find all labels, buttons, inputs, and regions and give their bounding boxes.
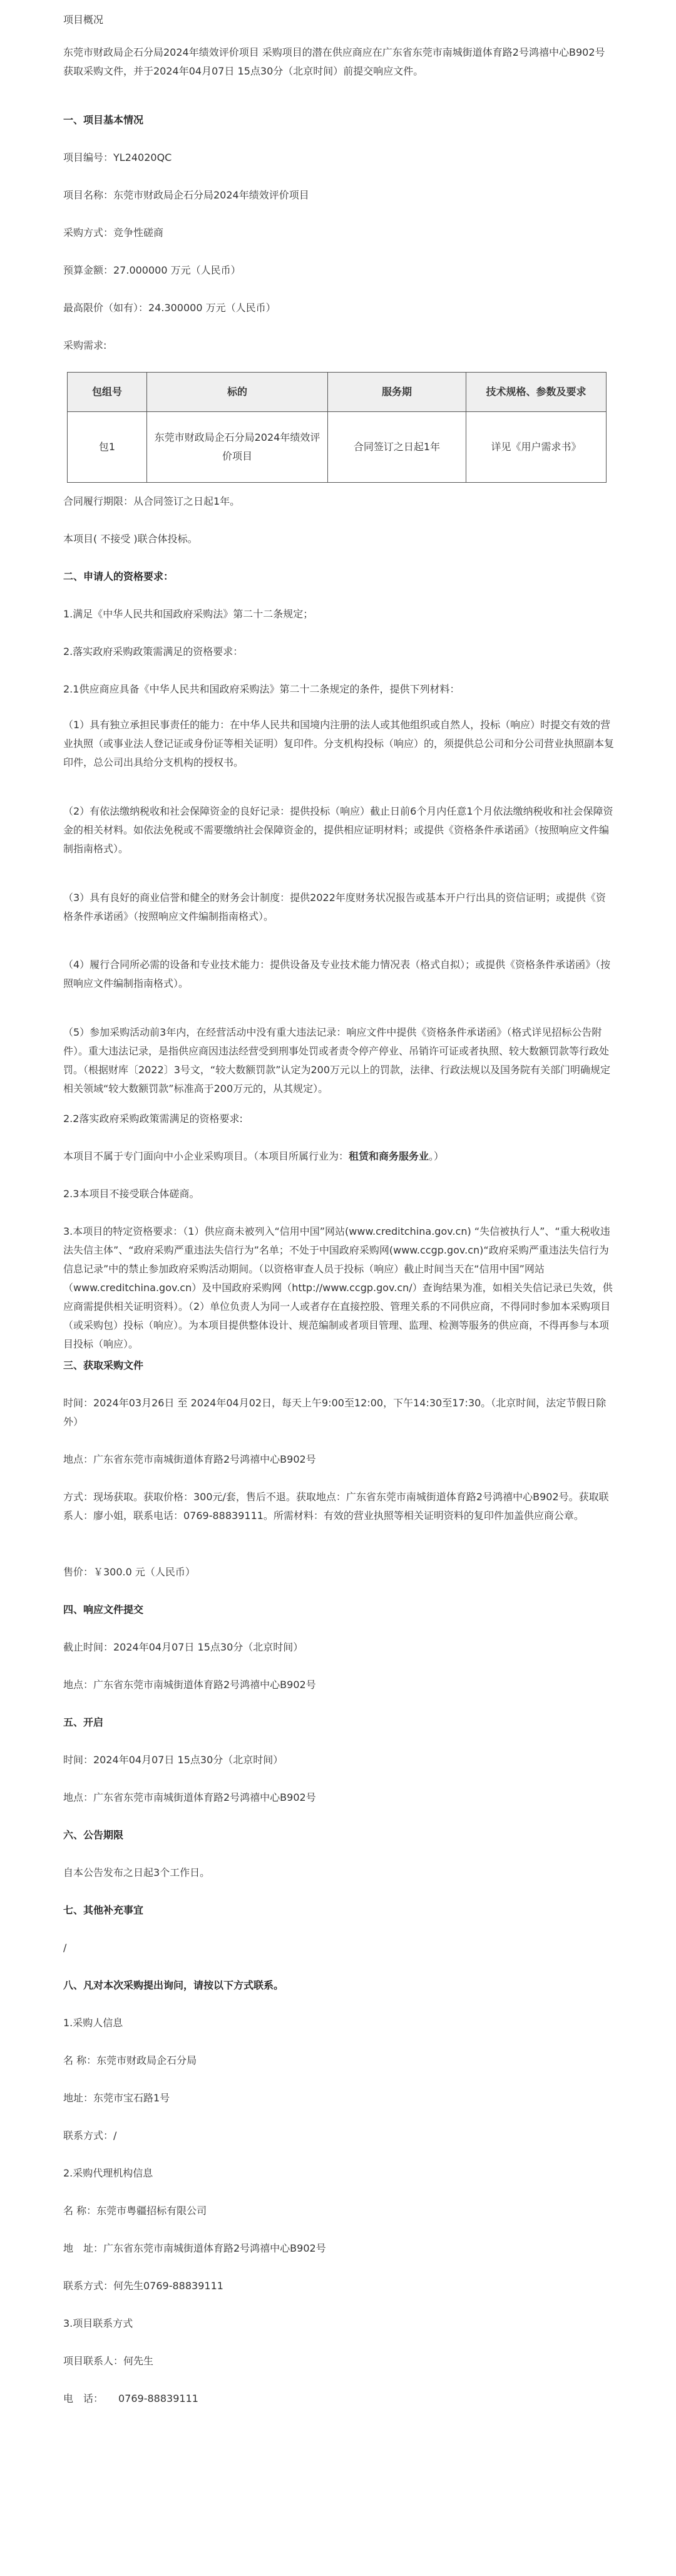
buyer-name: 名 称：东莞市财政局企石分局 (63, 2054, 197, 2066)
agency-name: 名 称：东莞市粤疆招标有限公司 (63, 2205, 207, 2217)
budget-amount: 预算金额：27.000000 万元（人民币） (63, 264, 241, 276)
other-matters: / (63, 1942, 67, 1954)
buyer-contact: 联系方式：/ (63, 2130, 117, 2141)
opening-place: 地点：广东省东莞市南城街道体育路2号鸿禧中心B902号 (63, 1791, 316, 1803)
project-contact-phone: 电 话： 0769-88839111 (63, 2393, 198, 2404)
section-4-title: 四、响应文件提交 (63, 1604, 144, 1615)
overview-text: 东莞市财政局企石分局2024年绩效评价项目 采购项目的潜在供应商应在广东省东莞市南城街道体育路2号鸿禧中心B902号获取采购文件，并于2024年04月07日 15点30分（北京时间）前提交响应文件。 (63, 46, 605, 77)
requirements-table (67, 372, 607, 483)
section-6-title: 六、公告期限 (63, 1829, 124, 1841)
project-number: 项目编号：YL24020QC (63, 152, 172, 163)
table-header: 标的 (147, 373, 328, 412)
table-header: 技术规格、参数及要求 (466, 373, 607, 412)
condition-1: （1）具有独立承担民事责任的能力：在中华人民共和国境内注册的法人或其他组织或自然人，投标（响应）时提交有效的营业执照（或事业法人登记证或身份证等相关证明）复印件。分支机构投标（响应）的，须提供总公司和分公司营业执照副本复印件，总公司出具给分支机构的授权书。 (63, 719, 615, 768)
table-cell: 东莞市财政局企石分局2024年绩效评价项目 (147, 412, 328, 483)
obtain-way: 方式：现场获取。获取价格：300元/套，售后不退。获取地点：广东省东莞市南城街道体育路2号鸿禧中心B902号。获取联系人：廖小姐，联系电话：0769-88839111。所需材料：有效的营业执照等相关证明资料的复印件加盖供应商公章。 (63, 1491, 609, 1522)
agency-address: 地 址：广东省东莞市南城街道体育路2号鸿禧中心B902号 (63, 2242, 326, 2254)
qualification-2: 2.落实政府采购政策需满足的资格要求： (63, 646, 243, 657)
table-row (68, 412, 607, 483)
joint-bid: 本项目( 不接受 )联合体投标。 (63, 533, 198, 545)
obtain-time: 时间：2024年03月26日 至 2024年04月02日，每天上午9:00至12:00，下午14:30至17:30。（北京时间，法定节假日除外） (63, 1397, 607, 1428)
buyer-label: 1.采购人信息 (63, 2017, 123, 2029)
section-2-title: 二、申请人的资格要求： (63, 570, 174, 582)
section-1-title: 一、项目基本情况 (63, 114, 144, 126)
max-price: 最高限价（如有）：24.300000 万元（人民币） (63, 302, 276, 314)
condition-3: （3）具有良好的商业信誉和健全的财务会计制度：提供2022年度财务状况报告或基本开户行出具的资信证明；或提供《资格条件承诺函》（按照响应文件编制指南格式）。 (63, 892, 606, 922)
procurement-method: 采购方式：竞争性磋商 (63, 227, 164, 239)
table-header: 包组号 (68, 373, 147, 412)
table-cell: 详见《用户需求书》 (466, 412, 607, 483)
project-name: 项目名称：东莞市财政局企石分局2024年绩效评价项目 (63, 189, 309, 201)
opening-time: 时间：2024年04月07日 15点30分（北京时间） (63, 1754, 284, 1766)
section-5-title: 五、开启 (63, 1716, 104, 1728)
condition-2: （2）有依法缴纳税收和社会保障资金的良好记录：提供投标（响应）截止日前6个月内任意1个月依法缴纳税收和社会保障资金的相关材料。如依法免税或不需要缴纳社会保障资金的，提供相应证明材料；或提供《资格条件承诺函》（按照响应文件编制指南格式）。 (63, 805, 613, 855)
agency-label: 2.采购代理机构信息 (63, 2167, 153, 2179)
special-qualifications: 3.本项目的特定资格要求：（1）供应商未被列入“信用中国”网站(www.creditchina.gov.cn) “失信被执行人”、“重大税收违法失信主体”、“政府采购严重违法失信行为”名单；不处于中国政府采购网(www.ccgp.gov.cn)“政府采购严重违法失信行为信息记录”中的禁止参加政府采购活动期间。（以资格审查人员于投标（响应）截止时间当天在“信用中国”网站（www.creditchina.gov.cn）及中国政府采购网（http://www.ccgp.gov.cn/）查询结果为准，如相关失信记录已失效，供应商需提供相关证明资料）。（2）单位负责人为同一人或者存在直接控股、管理关系的不同供应商，不得同时参加本采购项目（或采购包）投标（响应）。为本项目提供整体设计、规范编制或者项目管理、监理、检测等服务的供应商，不得再参与本项目投标（响应）。 (63, 1225, 613, 1350)
condition-5: （5）参加采购活动前3年内，在经营活动中没有重大违法记录：响应文件中提供《资格条件承诺函》（格式详见招标公告附件）。重大违法记录，是指供应商因违法经营受到刑事处罚或者责令停产停业、吊销许可证或者执照、较大数额罚款等行政处罚。（根据财库〔2022〕3号文，“较大数额罚款”认定为200万元以上的罚款，法律、行政法规以及国务院有关部门明确规定相关领域“较大数额罚款”标准高于200万元的，从其规定）。 (63, 1026, 611, 1095)
industry-name: 租赁和商务服务业 (349, 1150, 429, 1162)
project-contact-label: 3.项目联系方式 (63, 2317, 133, 2329)
obtain-place: 地点：广东省东莞市南城街道体育路2号鸿禧中心B902号 (63, 1453, 316, 1465)
table-header: 服务期 (328, 373, 466, 412)
overview-title: 项目概况 (63, 14, 104, 26)
agency-contact: 联系方式：何先生0769-88839111 (63, 2280, 223, 2292)
qualification-1: 1.满足《中华人民共和国政府采购法》第二十二条规定； (63, 608, 314, 620)
submission-deadline: 截止时间：2024年04月07日 15点30分（北京时间） (63, 1641, 304, 1653)
contract-period: 合同履行期限：从合同签订之日起1年。 (63, 495, 240, 507)
section-8-title: 八、凡对本次采购提出询问，请按以下方式联系。 (63, 1979, 284, 1991)
sme-policy-text: 本项目不属于专门面向中小企业采购项目。（本项目所属行业为： (63, 1150, 349, 1162)
table-cell: 包1 (68, 412, 147, 483)
section-7-title: 七、其他补充事宜 (63, 1904, 144, 1916)
sme-policy-end: 。） (429, 1150, 444, 1162)
notice-period: 自本公告发布之日起3个工作日。 (63, 1867, 210, 1878)
qualification-2-3: 2.3本项目不接受联合体磋商。 (63, 1188, 200, 1200)
requirements-label: 采购需求: (63, 339, 107, 351)
table-header-row (68, 373, 607, 412)
project-contact-person: 项目联系人：何先生 (63, 2355, 154, 2367)
document-price: 售价：￥300.0 元（人民币） (63, 1566, 195, 1578)
qualification-2-2: 2.2落实政府采购政策需满足的资格要求: (63, 1113, 243, 1125)
submission-place: 地点：广东省东莞市南城街道体育路2号鸿禧中心B902号 (63, 1679, 316, 1691)
table-cell: 合同签订之日起1年 (328, 412, 466, 483)
qualification-2-1: 2.1供应商应具备《中华人民共和国政府采购法》第二十二条规定的条件，提供下列材料： (63, 683, 460, 695)
buyer-address: 地址：东莞市宝石路1号 (63, 2092, 170, 2104)
section-3-title: 三、获取采购文件 (63, 1359, 144, 1371)
sme-policy (63, 1147, 614, 1166)
condition-4: （4）履行合同所必需的设备和专业技术能力：提供设备及专业技术能力情况表（格式自拟）；或提供《资格条件承诺函》（按照响应文件编制指南格式）。 (63, 959, 611, 989)
